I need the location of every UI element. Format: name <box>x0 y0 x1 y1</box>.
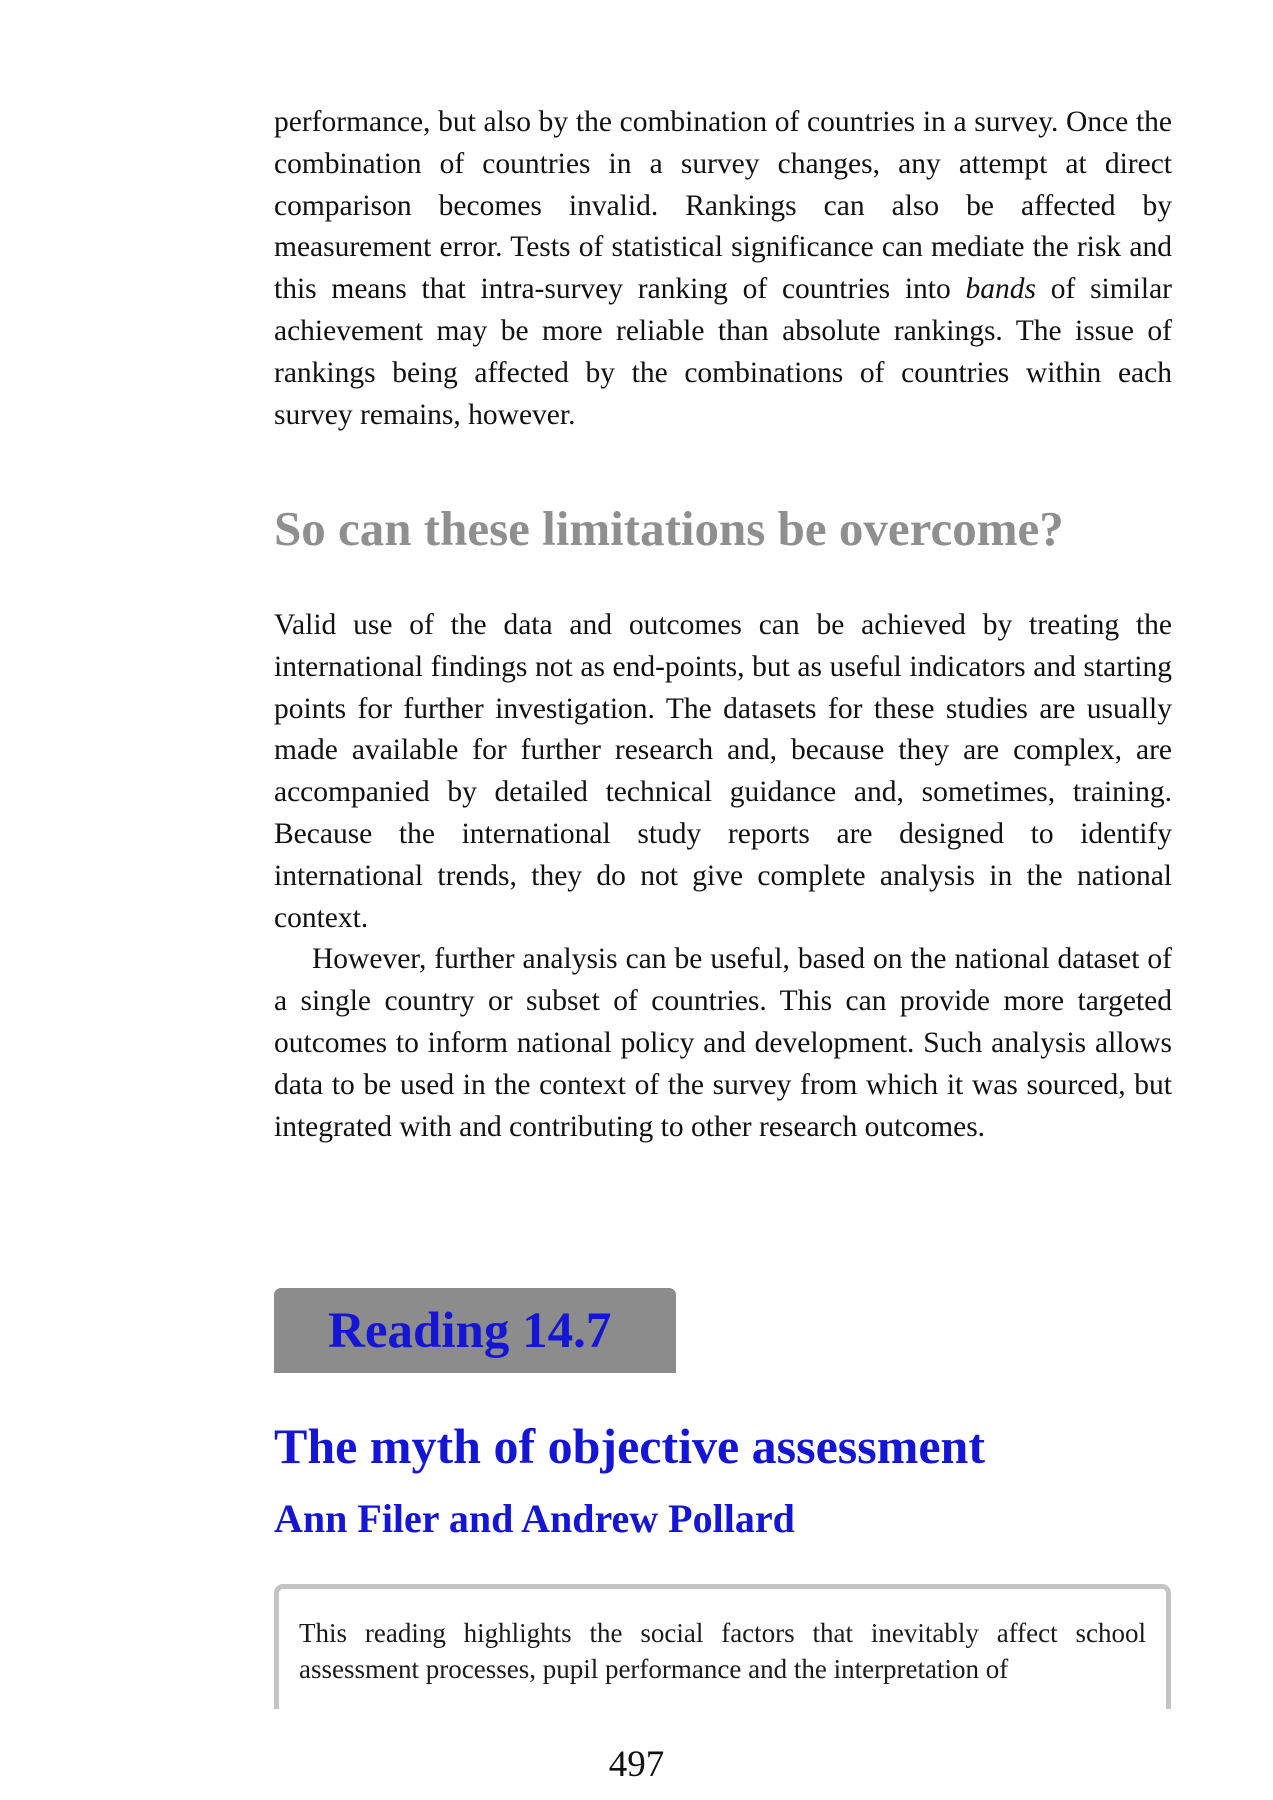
section-heading: So can these limitations be overcome? <box>274 501 1064 556</box>
abstract-text: This reading highlights the social factors that inevitably affect school assessment processes, pupil performance and the interpretation of <box>299 1618 1146 1684</box>
reading-authors: Ann Filer and Andrew Pollard <box>274 1496 795 1541</box>
intro-italic-word: bands <box>965 273 1036 306</box>
intro-text-part2: of similar achievement may be more reliable than absolute rankings. The issue of rankings being affected by the combinations of countries within each survey remains, however. <box>274 273 1172 431</box>
reading-label-tab <box>274 1288 676 1373</box>
reading-label: Reading 14.7 <box>328 1303 612 1359</box>
abstract-box <box>274 1584 1171 1709</box>
section-paragraph-1: Valid use of the data and outcomes can be achieved by treating the international findings not as end-points, but as useful indicators and starting points for further investigation. The datasets for these studies are usually made available for further research and, because they are complex, are accompanied by detailed technical guidance and, sometimes, training. Because the international study reports are designed to identify international trends, they do not give complete analysis in the national context. <box>274 609 1172 934</box>
section-body <box>274 605 1172 1148</box>
page-number: 497 <box>608 1744 665 1785</box>
intro-paragraph <box>274 102 1172 436</box>
section-paragraph-2: However, further analysis can be useful, based on the national dataset of a single country or subset of countries. This can provide more targeted outcomes to inform national policy and development. Such analysis allows data to be used in the context of the survey from which it was sourced, but integrated with and contributing to other research outcomes. <box>274 943 1172 1143</box>
reading-title: The myth of objective assessment <box>274 1418 986 1474</box>
intro-text-part1: performance, but also by the combination of countries in a survey. Once the combination of countries in a survey changes, any attempt at direct comparison becomes invalid. Rankings can also be affected by measurement error. Tests of statistical significance can mediate the risk and this means that intra-survey ranking of countries into <box>274 106 1172 306</box>
